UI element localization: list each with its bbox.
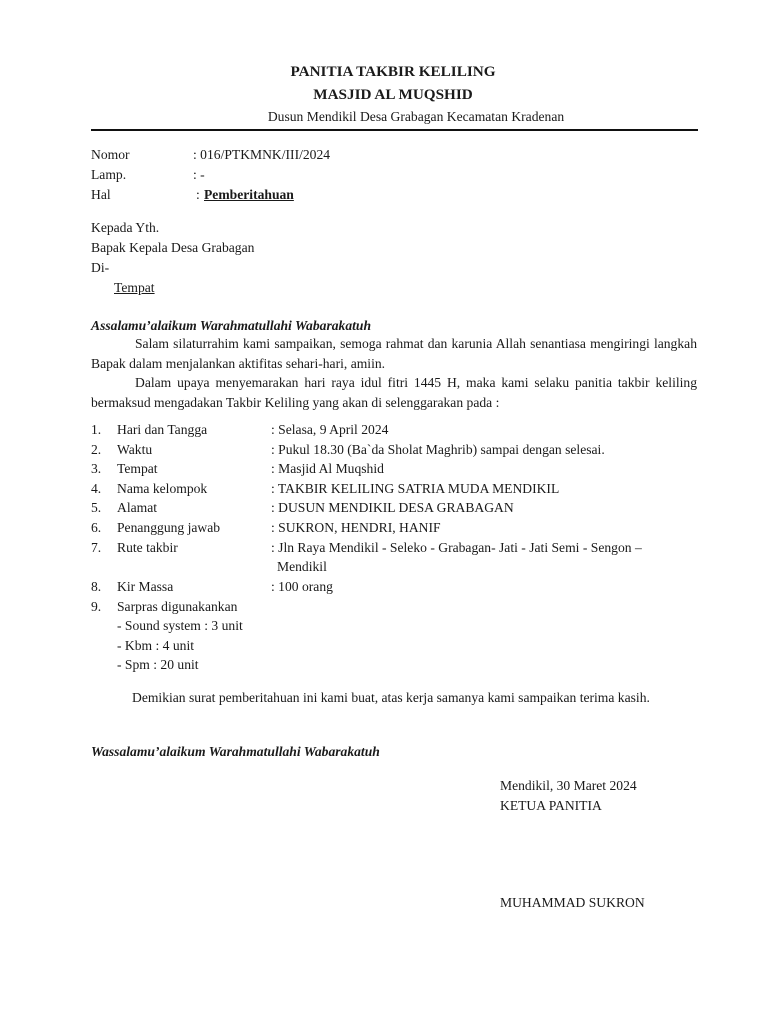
detail-number: 4. [91,481,102,496]
signature-position: KETUA PANITIA [500,798,602,813]
meta-label-hal: Hal [91,187,111,202]
recipient-place: Tempat [114,280,155,295]
detail-value: : TAKBIR KELILING SATRIA MUDA MENDIKIL [271,481,560,496]
detail-number: 1. [91,422,102,437]
paragraph-opening-text: Salam silaturrahim kami sampaikan, semoga rahmat dan karunia Allah senantiasa mengiringi langkah Bapak dalam menjalankan aktifitas sehari-hari, amiin. [91,336,697,371]
detail-label: Nama kelompok [117,481,208,496]
signature-name: MUHAMMAD SUKRON [500,895,645,910]
detail-number: 5. [91,500,102,515]
detail-number: 9. [91,599,102,614]
detail-number: 8. [91,579,102,594]
meta-value-nomor: : 016/PTKMNK/III/2024 [193,147,331,162]
greeting: Assalamu’alaikum Warahmatullahi Wabarakatuh [91,318,372,333]
detail-number: 7. [91,540,102,555]
detail-label: Tempat [117,461,158,476]
detail-label: Alamat [117,500,158,515]
detail-label: Penanggung jawab [117,520,221,535]
paragraph-opening [91,334,697,373]
signature-place-date: Mendikil, 30 Maret 2024 [500,778,637,793]
farewell: Wassalamu’alaikum Warahmatullahi Wabarakatuh [91,744,380,759]
detail-value: : Jln Raya Mendikil - Seleko - Grabagan- Jati - Jati Semi - Sengon – [271,540,642,555]
mosque-name: MASJID AL MUQSHID [313,86,473,103]
paragraph-purpose [91,373,697,412]
recipient-name: Bapak Kepala Desa Grabagan [91,240,255,255]
detail-value-continued: Mendikil [277,559,327,574]
detail-value: : DUSUN MENDIKIL DESA GRABAGAN [271,500,514,515]
paragraph-closing [91,688,697,708]
meta-label-lamp: Lamp. [91,167,127,182]
detail-value: : Pukul 18.30 (Ba`da Sholat Maghrib) sampai dengan selesai. [271,442,605,457]
sarpras-item: - Spm : 20 unit [117,657,199,672]
detail-number: 2. [91,442,102,457]
detail-value: : Masjid Al Muqshid [271,461,384,476]
paragraph-purpose-text: Dalam upaya menyemarakan hari raya idul fitri 1445 H, maka kami selaku panitia takbir keliling bermaksud mengadakan Takbir Keliling yang akan di selenggarakan pada : [91,375,697,410]
detail-value: : SUKRON, HENDRI, HANIF [271,520,441,535]
sarpras-item: - Sound system : 3 unit [117,618,243,633]
recipient-salutation: Kepada Yth. [91,220,160,235]
paragraph-closing-text: Demikian surat pemberitahuan ini kami buat, atas kerja samanya kami sampaikan terima kasih. [132,690,650,705]
detail-label: Hari dan Tangga [117,422,208,437]
meta-label-nomor: Nomor [91,147,130,162]
org-address: Dusun Mendikil Desa Grabagan Kecamatan Kradenan [267,109,565,124]
detail-value: : Selasa, 9 April 2024 [271,422,389,437]
meta-sep-hal: : [196,187,200,202]
detail-label: Kir Massa [117,579,174,594]
detail-number: 3. [91,461,102,476]
header-divider [91,129,698,131]
detail-label: Waktu [117,442,153,457]
recipient-di: Di- [91,260,110,275]
detail-label: Sarpras digunakankan [117,599,238,614]
detail-number: 6. [91,520,102,535]
detail-value: : 100 orang [271,579,333,594]
meta-value-lamp: : - [193,167,205,182]
meta-value-hal: Pemberitahuan [204,187,294,202]
sarpras-item: - Kbm : 4 unit [117,638,195,653]
detail-label: Rute takbir [117,540,178,555]
org-title: PANITIA TAKBIR KELILING [290,63,496,80]
